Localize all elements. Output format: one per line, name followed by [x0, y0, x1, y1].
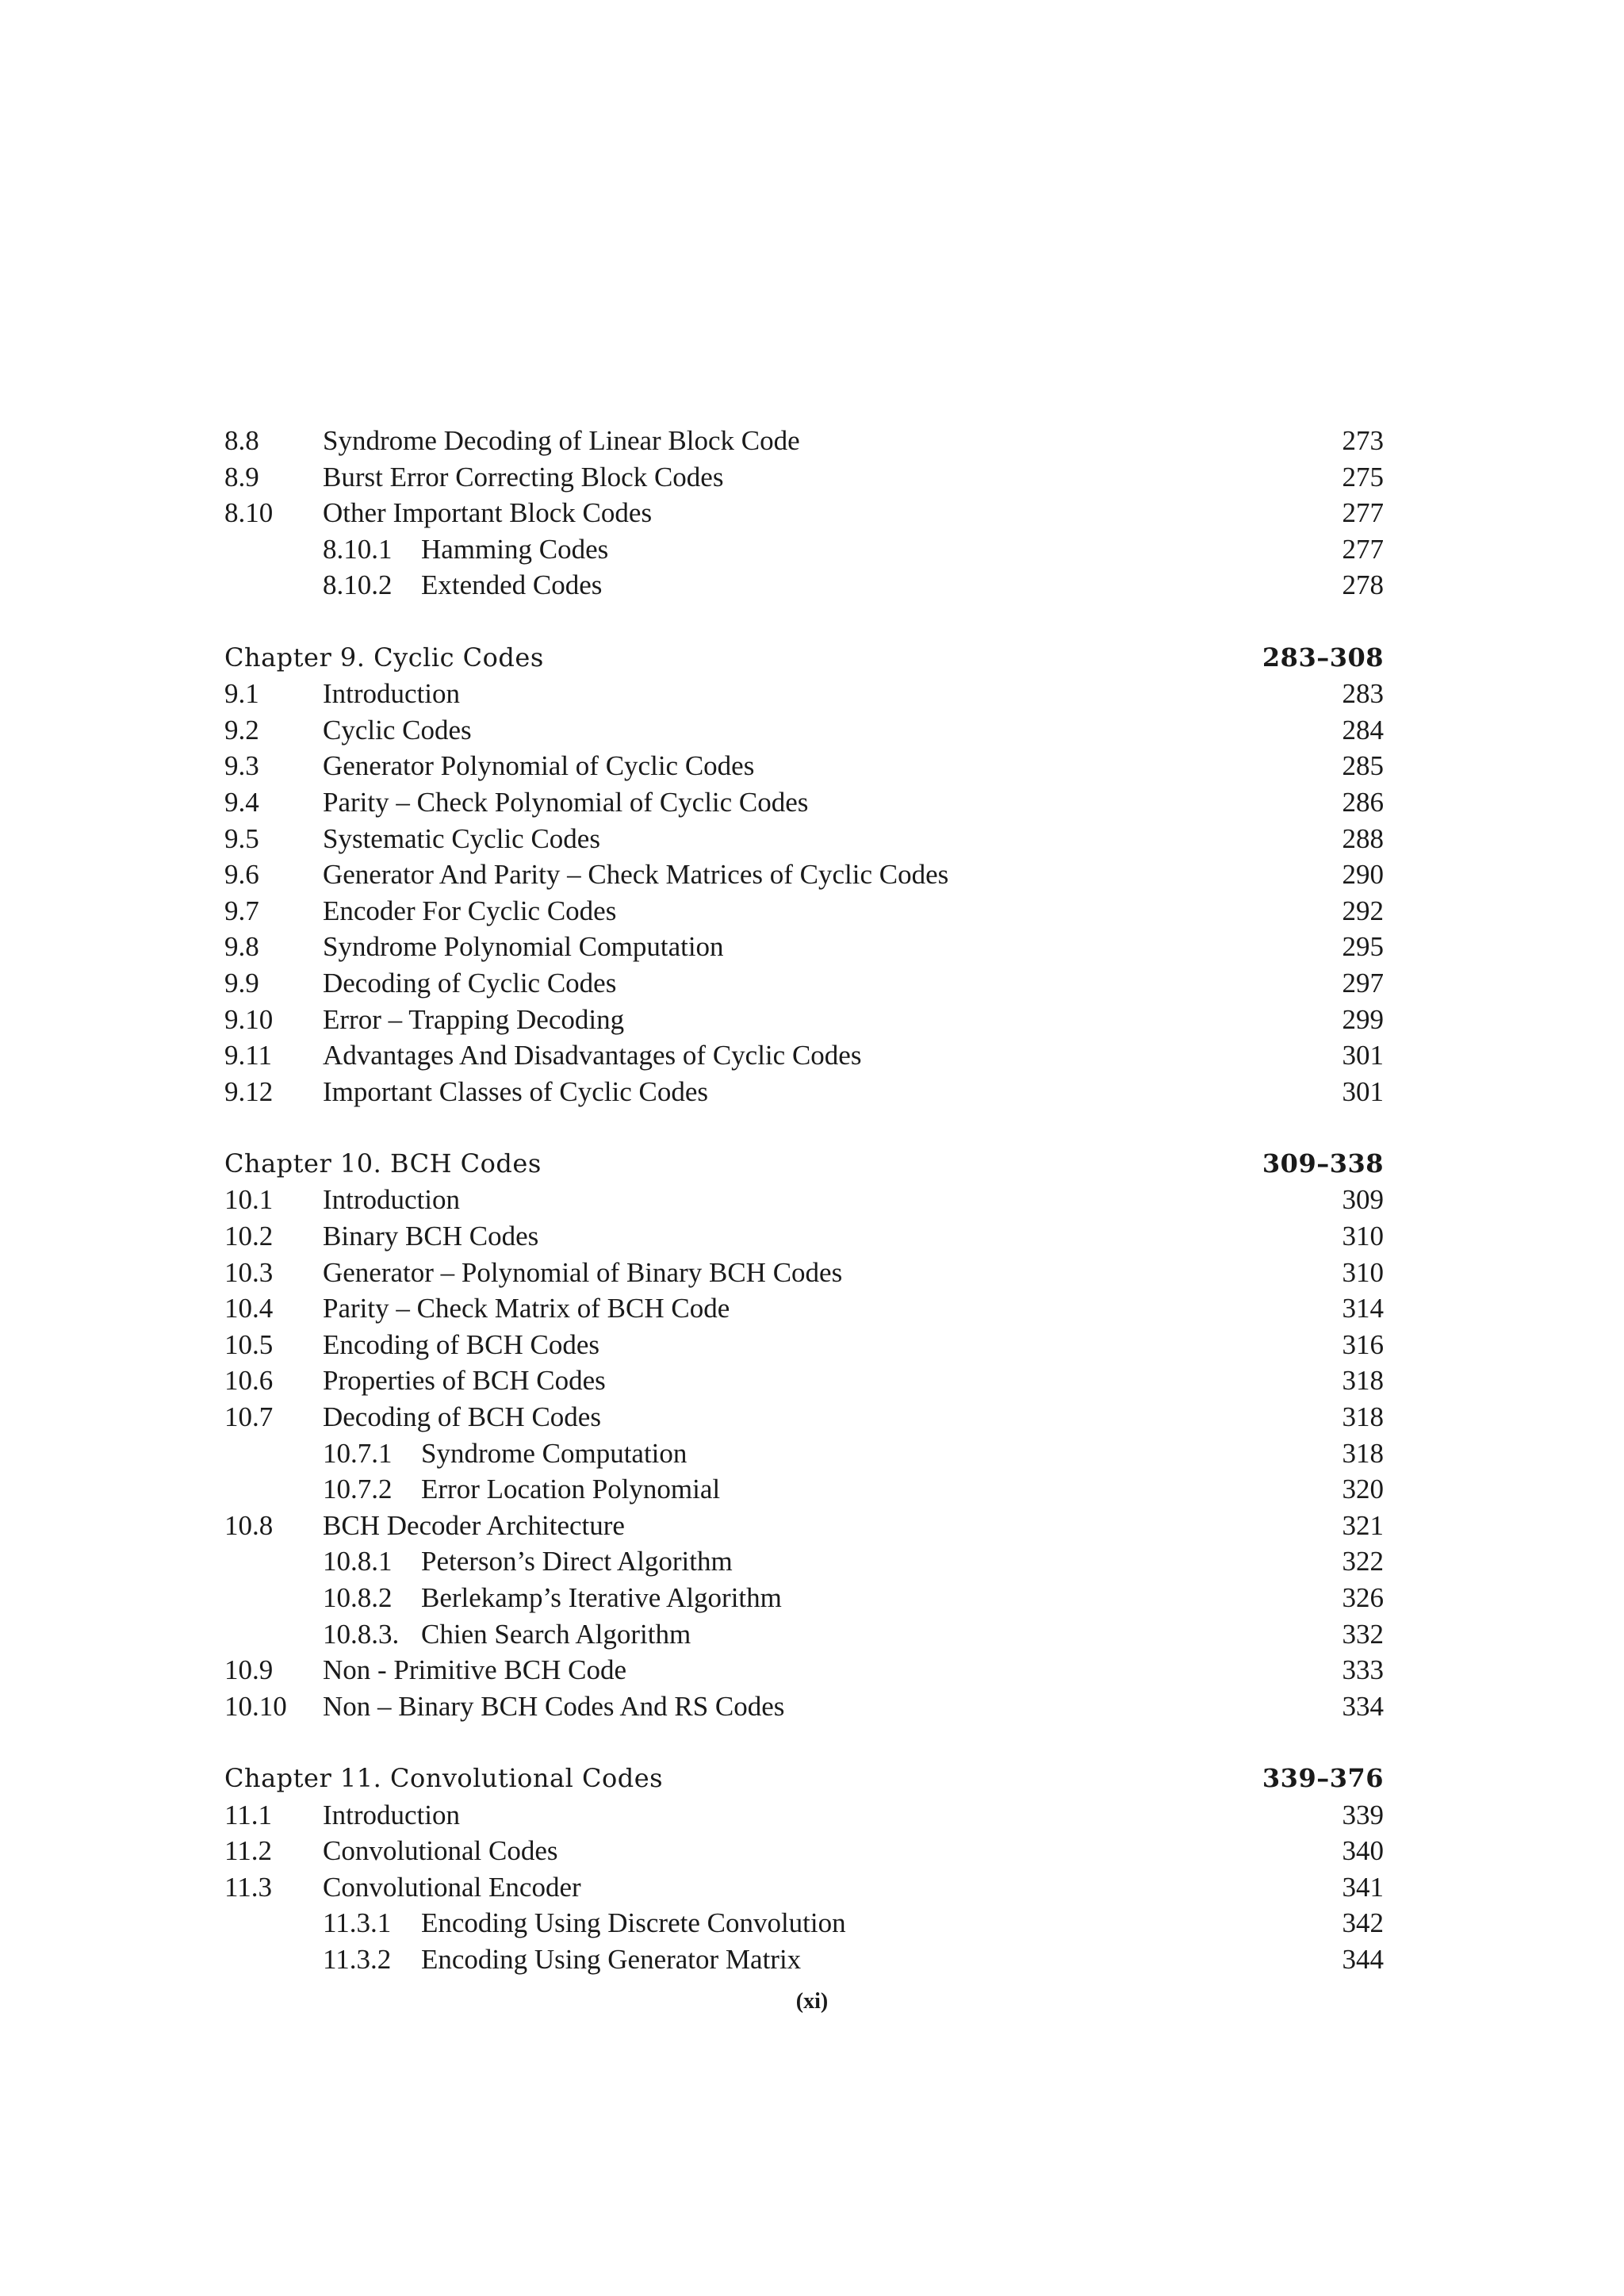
section-number: 9.1	[224, 678, 259, 710]
section-number: 11.2	[224, 1835, 272, 1867]
section-number: 9.6	[224, 859, 259, 891]
toc-section-entry	[224, 1037, 1384, 1074]
subsection-number: 11.3.1	[323, 1907, 392, 1939]
toc-page-number: 273	[1342, 425, 1384, 456]
section-title: Cyclic Codes	[323, 714, 472, 746]
section-number: 10.10	[224, 1690, 287, 1722]
section-number: 9.5	[224, 822, 259, 854]
section-title: Non - Primitive BCH Code	[323, 1654, 627, 1686]
section-title: Encoding of BCH Codes	[323, 1328, 600, 1360]
toc-section-entry	[224, 1399, 1384, 1435]
section-number: 10.7	[224, 1401, 274, 1433]
toc-page-number: 295	[1342, 931, 1384, 963]
toc-page-number: 299	[1342, 1003, 1384, 1035]
toc-page-number: 320	[1342, 1474, 1384, 1505]
section-number: 10.1	[224, 1184, 274, 1216]
subsection-number: 10.7.1	[323, 1437, 393, 1469]
section-number: 9.11	[224, 1040, 272, 1071]
page-number-footer: (xi)	[795, 1989, 829, 2014]
toc-page-number: 275	[1342, 461, 1384, 493]
toc-page-number: 339	[1342, 1799, 1384, 1830]
subsection-title: Extended Codes	[421, 569, 603, 601]
toc-page-number: 283–308	[1262, 642, 1384, 673]
toc-section-entry	[224, 676, 1384, 712]
toc-section-entry	[224, 459, 1384, 496]
section-number: 9.12	[224, 1075, 274, 1107]
section-title: Decoding of Cyclic Codes	[323, 967, 617, 999]
toc-page-number: 339–376	[1262, 1762, 1384, 1793]
section-title: Syndrome Decoding of Linear Block Code	[323, 425, 800, 456]
section-title: Systematic Cyclic Codes	[323, 822, 600, 854]
section-number: 10.8	[224, 1509, 274, 1541]
section-title: Parity – Check Polynomial of Cyclic Codes	[323, 786, 809, 818]
toc-subsection-entry	[224, 1435, 1384, 1472]
subsection-wrapper	[323, 1435, 687, 1472]
toc-subsection-entry	[224, 1905, 1384, 1941]
section-number: 11.3	[224, 1871, 272, 1903]
toc-page-number: 309–338	[1262, 1148, 1384, 1179]
toc-page-number: 310	[1342, 1221, 1384, 1252]
toc-page-number: 288	[1342, 822, 1384, 854]
section-title: Decoding of BCH Codes	[323, 1401, 601, 1433]
toc-section-entry	[224, 1363, 1384, 1399]
toc-section-entry	[224, 1833, 1384, 1869]
section-number: 9.8	[224, 931, 259, 963]
chapter-title: Chapter 9. Cyclic Codes	[224, 642, 544, 673]
section-number: 10.6	[224, 1365, 274, 1397]
section-title: Convolutional Encoder	[323, 1871, 581, 1903]
toc-page-number: 321	[1342, 1509, 1384, 1541]
section-title: Introduction	[323, 1799, 461, 1830]
section-number: 8.10	[224, 497, 274, 529]
section-spacer	[224, 1724, 1384, 1761]
subsection-number: 10.7.2	[323, 1474, 393, 1505]
subsection-wrapper	[323, 1616, 691, 1653]
toc-page-number: 318	[1342, 1365, 1384, 1397]
toc-section-entry	[224, 784, 1384, 821]
toc-section-entry	[224, 1290, 1384, 1327]
section-title: Burst Error Correcting Block Codes	[323, 461, 724, 493]
toc-section-entry	[224, 857, 1384, 893]
toc-section-entry	[224, 1869, 1384, 1906]
toc-page-number: 301	[1342, 1040, 1384, 1071]
toc-chapter-heading	[224, 1146, 1384, 1182]
toc-section-entry	[224, 1797, 1384, 1834]
toc-page-number: 286	[1342, 786, 1384, 818]
toc-page-number: 342	[1342, 1907, 1384, 1939]
toc-subsection-entry	[224, 531, 1384, 568]
toc-page-number: 301	[1342, 1075, 1384, 1107]
toc-page-number: 277	[1342, 497, 1384, 529]
toc-page-number: 318	[1342, 1437, 1384, 1469]
toc-page-number: 341	[1342, 1871, 1384, 1903]
toc-subsection-entry	[224, 1580, 1384, 1616]
section-number: 10.3	[224, 1256, 274, 1288]
subsection-number: 11.3.2	[323, 1943, 392, 1975]
section-title: Introduction	[323, 678, 461, 710]
toc-subsection-entry	[224, 1471, 1384, 1508]
section-title: Parity – Check Matrix of BCH Code	[323, 1293, 730, 1324]
subsection-title: Syndrome Computation	[421, 1437, 688, 1469]
toc-page-number: 334	[1342, 1690, 1384, 1722]
section-title: Non – Binary BCH Codes And RS Codes	[323, 1690, 785, 1722]
toc-page-number: 284	[1342, 714, 1384, 746]
section-number: 10.5	[224, 1328, 274, 1360]
subsection-title: Berlekamp’s Iterative Algorithm	[421, 1582, 782, 1613]
section-number: 8.8	[224, 425, 259, 456]
section-title: Generator Polynomial of Cyclic Codes	[323, 750, 755, 782]
section-number: 9.10	[224, 1003, 274, 1035]
section-title: Generator – Polynomial of Binary BCH Codes	[323, 1256, 843, 1288]
subsection-number: 10.8.2	[323, 1582, 393, 1613]
toc-subsection-entry	[224, 1941, 1384, 1978]
section-spacer	[224, 604, 1384, 640]
toc-section-entry	[224, 821, 1384, 857]
section-number: 10.4	[224, 1293, 274, 1324]
toc-chapter-heading	[224, 1761, 1384, 1797]
toc-subsection-entry	[224, 1543, 1384, 1580]
toc-section-entry	[224, 929, 1384, 965]
toc-section-entry	[224, 1327, 1384, 1363]
toc-section-entry	[224, 1182, 1384, 1218]
section-spacer	[224, 1110, 1384, 1146]
toc-section-entry	[224, 965, 1384, 1002]
section-title: Syndrome Polynomial Computation	[323, 931, 724, 963]
table-of-contents	[224, 423, 1384, 1978]
subsection-title: Error Location Polynomial	[421, 1474, 721, 1505]
toc-page-number: 326	[1342, 1582, 1384, 1613]
subsection-wrapper	[323, 1905, 846, 1941]
section-number: 8.9	[224, 461, 259, 493]
toc-section-entry	[224, 1652, 1384, 1688]
subsection-wrapper	[323, 567, 602, 604]
section-title: BCH Decoder Architecture	[323, 1509, 625, 1541]
section-title: Generator And Parity – Check Matrices of Cyclic Codes	[323, 859, 949, 891]
section-number: 9.7	[224, 895, 259, 926]
subsection-wrapper	[323, 531, 608, 568]
subsection-number: 10.8.1	[323, 1546, 393, 1577]
section-number: 9.4	[224, 786, 259, 818]
subsection-number: 10.8.3.	[323, 1618, 400, 1650]
section-title: Introduction	[323, 1184, 461, 1216]
toc-page-number: 310	[1342, 1256, 1384, 1288]
toc-section-entry	[224, 1255, 1384, 1291]
toc-section-entry	[224, 1688, 1384, 1725]
subsection-title: Encoding Using Discrete Convolution	[421, 1907, 846, 1939]
toc-page-number: 332	[1342, 1618, 1384, 1650]
toc-section-entry	[224, 1218, 1384, 1255]
toc-chapter-heading	[224, 640, 1384, 677]
subsection-number: 8.10.1	[323, 533, 393, 565]
chapter-title: Chapter 11. Convolutional Codes	[224, 1762, 664, 1793]
toc-page-number: 344	[1342, 1943, 1384, 1975]
section-number: 10.2	[224, 1221, 274, 1252]
toc-page-number: 277	[1342, 533, 1384, 565]
toc-subsection-entry	[224, 567, 1384, 604]
subsection-title: Peterson’s Direct Algorithm	[421, 1546, 733, 1577]
subsection-wrapper	[323, 1471, 720, 1508]
toc-section-entry	[224, 1002, 1384, 1038]
toc-page-number: 278	[1342, 569, 1384, 601]
toc-page-number: 322	[1342, 1546, 1384, 1577]
toc-section-entry	[224, 1074, 1384, 1110]
toc-section-entry	[224, 495, 1384, 531]
section-title: Other Important Block Codes	[323, 497, 653, 529]
toc-section-entry	[224, 748, 1384, 784]
subsection-wrapper	[323, 1580, 782, 1616]
subsection-title: Chien Search Algorithm	[421, 1618, 691, 1650]
toc-subsection-entry	[224, 1616, 1384, 1653]
toc-section-entry	[224, 893, 1384, 930]
section-title: Properties of BCH Codes	[323, 1365, 606, 1397]
toc-page-number: 283	[1342, 678, 1384, 710]
section-title: Error – Trapping Decoding	[323, 1003, 625, 1035]
toc-page-number: 292	[1342, 895, 1384, 926]
subsection-title: Hamming Codes	[421, 533, 609, 565]
subsection-wrapper	[323, 1941, 801, 1978]
section-number: 9.9	[224, 967, 259, 999]
section-number: 10.9	[224, 1654, 274, 1686]
toc-page-number: 297	[1342, 967, 1384, 999]
toc-section-entry	[224, 423, 1384, 459]
toc-section-entry	[224, 1508, 1384, 1544]
section-number: 11.1	[224, 1799, 272, 1830]
toc-page-number: 340	[1342, 1835, 1384, 1867]
subsection-number: 8.10.2	[323, 569, 393, 601]
toc-page-number: 318	[1342, 1401, 1384, 1433]
section-title: Important Classes of Cyclic Codes	[323, 1075, 709, 1107]
section-number: 9.2	[224, 714, 259, 746]
toc-page-number: 285	[1342, 750, 1384, 782]
section-title: Encoder For Cyclic Codes	[323, 895, 617, 926]
section-title: Advantages And Disadvantages of Cyclic Codes	[323, 1040, 862, 1071]
toc-page-number: 314	[1342, 1293, 1384, 1324]
toc-page-number: 316	[1342, 1328, 1384, 1360]
toc-section-entry	[224, 712, 1384, 749]
toc-page-number: 290	[1342, 859, 1384, 891]
toc-page-number: 333	[1342, 1654, 1384, 1686]
chapter-title: Chapter 10. BCH Codes	[224, 1148, 542, 1179]
subsection-wrapper	[323, 1543, 733, 1580]
section-title: Binary BCH Codes	[323, 1221, 539, 1252]
section-number: 9.3	[224, 750, 259, 782]
section-title: Convolutional Codes	[323, 1835, 558, 1867]
toc-page-number: 309	[1342, 1184, 1384, 1216]
subsection-title: Encoding Using Generator Matrix	[421, 1943, 802, 1975]
